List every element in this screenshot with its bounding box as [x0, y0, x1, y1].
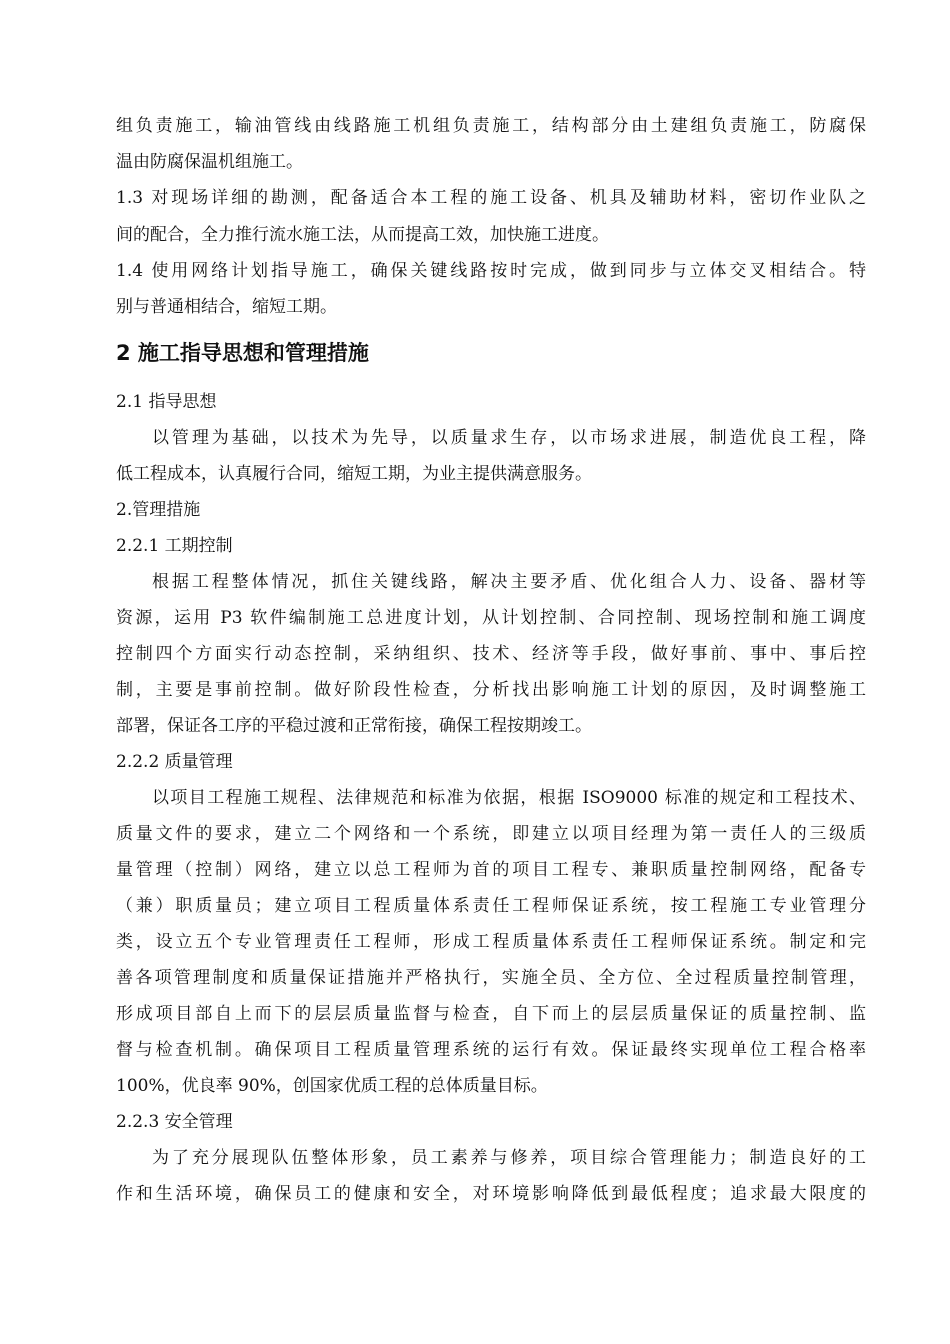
paragraph-line: 类，设立五个专业管理责任工程师，形成工程质量体系责任工程师保证系统。制定和完 [116, 932, 866, 952]
paragraph-line: 作和生活环境，确保员工的健康和安全，对环境影响降低到最低程度；追求最大限度的 [116, 1184, 866, 1204]
paragraph-line: 1.4 使用网络计划指导施工，确保关键线路按时完成，做到同步与立体交叉相结合。特 [116, 261, 866, 281]
paragraph-line: 温由防腐保温机组施工。 [116, 152, 303, 172]
paragraph-line: 间的配合，全力推行流水施工法，从而提高工效，加快施工进度。 [116, 225, 609, 245]
paragraph-line: 100%，优良率 90%，创国家优质工程的总体质量目标。 [116, 1076, 548, 1096]
paragraph-line: 资源，运用 P3 软件编制施工总进度计划，从计划控制、合同控制、现场控制和施工调度 [116, 608, 866, 628]
paragraph-line: 制，主要是事前控制。做好阶段性检查，分析找出影响施工计划的原因，及时调整施工 [116, 680, 866, 700]
paragraph-line: 根据工程整体情况，抓住关键线路，解决主要矛盾、优化组合人力、设备、器材等 [152, 572, 866, 592]
paragraph-line: 部署，保证各工序的平稳过渡和正常衔接，确保工程按期竣工。 [116, 716, 592, 736]
paragraph-line: （兼）职质量员；建立项目工程质量体系责任工程师保证系统，按工程施工专业管理分 [116, 896, 866, 916]
paragraph-line: 以项目工程施工规程、法律规范和标准为依据，根据 ISO9000 标准的规定和工程技术、 [152, 788, 866, 808]
paragraph-line: 量管理（控制）网络，建立以总工程师为首的项目工程专、兼职质量控制网络，配备专 [116, 860, 866, 880]
subsection-title: 2.2.1 工期控制 [116, 536, 233, 556]
paragraph-line: 组负责施工，输油管线由线路施工机组负责施工，结构部分由土建组负责施工，防腐保 [116, 116, 866, 136]
subsection-title: 2.2.3 安全管理 [116, 1112, 233, 1132]
paragraph-line: 低工程成本，认真履行合同，缩短工期，为业主提供满意服务。 [116, 464, 592, 484]
section-heading: 2 施工指导思想和管理措施 [116, 341, 369, 365]
paragraph-line: 督与检查机制。确保项目工程质量管理系统的运行有效。保证最终实现单位工程合格率 [116, 1040, 866, 1060]
paragraph-line: 以管理为基础，以技术为先导，以质量求生存，以市场求进展，制造优良工程，降 [152, 428, 866, 448]
subsection-title: 2.2.2 质量管理 [116, 752, 233, 772]
paragraph-line: 形成项目部自上而下的层层质量监督与检查，自下而上的层层质量保证的质量控制、监 [116, 1004, 866, 1024]
subsection-title: 2.管理措施 [116, 500, 201, 520]
paragraph-line: 控制四个方面实行动态控制，采纳组织、技术、经济等手段，做好事前、事中、事后控 [116, 644, 866, 664]
paragraph-line: 为了充分展现队伍整体形象，员工素养与修养，项目综合管理能力；制造良好的工 [152, 1148, 866, 1168]
paragraph-line: 1.3 对现场详细的勘测，配备适合本工程的施工设备、机具及辅助材料，密切作业队之 [116, 188, 866, 208]
paragraph-line: 别与普通相结合，缩短工期。 [116, 297, 337, 317]
subsection-title: 2.1 指导思想 [116, 392, 217, 412]
paragraph-line: 善各项管理制度和质量保证措施并严格执行，实施全员、全方位、全过程质量控制管理， [116, 968, 866, 988]
paragraph-line: 质量文件的要求，建立二个网络和一个系统，即建立以项目经理为第一责任人的三级质 [116, 824, 866, 844]
